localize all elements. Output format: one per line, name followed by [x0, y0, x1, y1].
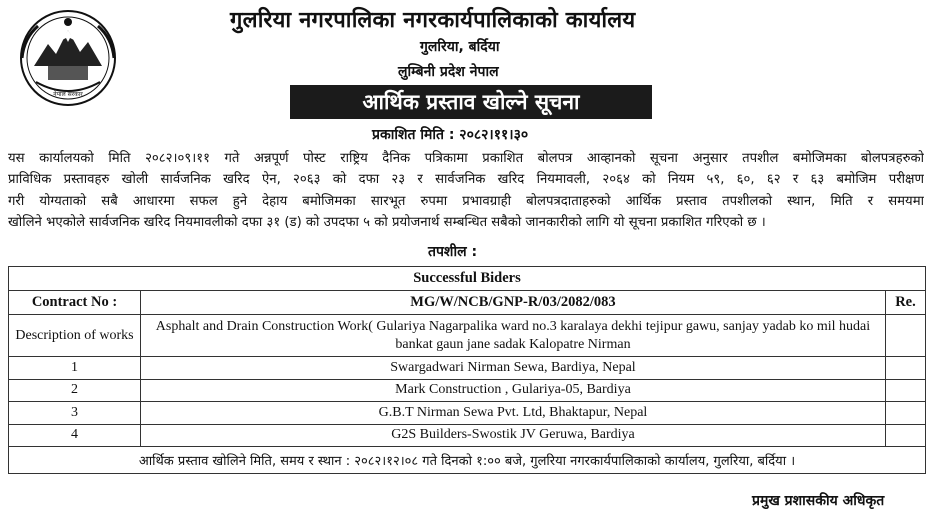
table-caption-row: [9, 267, 926, 291]
table-row: [9, 402, 926, 425]
bidder-name: Mark Construction , Gulariya-05, Bardiya: [141, 379, 886, 402]
table-row: [9, 357, 926, 380]
table-row: [9, 379, 926, 402]
body-line: गरी योग्यताको सबै आधारमा सफल हुने देहाय बमोजिमका सारभूत रुपमा प्रभावग्राही बोलपत्रदाताहरुको आर्थिक प्रस्ताव तपशीलको स्थान, मिति र समयमा: [8, 193, 924, 209]
bidder-number: 2: [9, 379, 141, 402]
description-label: Description of works: [9, 315, 141, 357]
remarks-cell: [885, 424, 925, 447]
body-line: खोलिने भएकोले सार्वजनिक खरिद नियमावलीको दफा ३१ (ड) को उपदफा ५ को प्रयोजनार्थ सम्बन्धित सबैको जानकारीको लागि यो सूचना प्रकाशित गरिएको छ ।: [8, 214, 766, 230]
bidder-name: G.B.T Nirman Sewa Pvt. Ltd, Bhaktapur, Nepal: [141, 402, 886, 425]
bidder-number: 1: [9, 357, 141, 380]
notice-body: [8, 148, 924, 233]
organization-province: लुम्बिनी प्रदेश नेपाल: [398, 64, 499, 80]
table-caption: Successful Biders: [9, 267, 926, 291]
successful-bidders-table: [8, 266, 926, 474]
contract-number: MG/W/NCB/GNP-R/03/2082/083: [141, 291, 886, 315]
municipality-emblem-icon: [14, 8, 122, 108]
body-line: प्राविधिक प्रस्तावहरु खोली सार्वजनिक खरिद ऐन, २०६३ को दफा २३ र सार्वजनिक खरिद नियमावली, २०६४ को नियम ५९, ६०, ६२ र ६३ बमोजिम परीक्षण: [8, 172, 924, 188]
details-subheading: तपशील :: [428, 244, 478, 260]
body-line: यस कार्यालयको मिति २०८२।०९।११ गते अन्नपूर्ण पोस्ट राष्ट्रिय दैनिक पत्रिकामा प्रकाशित बोलपत्र आव्हानको सूचना अनुसार तपशील बमोजिमका बोलपत्रहरुको: [8, 151, 924, 166]
signatory-title: प्रमुख प्रशासकीय अधिकृत: [752, 493, 885, 509]
remarks-cell: [885, 402, 925, 425]
remarks-label: Re.: [885, 291, 925, 315]
description-text: Asphalt and Drain Construction Work( Gulariya Nagarpalika ward no.3 karalaya dekhi tejipur gawu, sanjay yadab ko mil hudai bankat gaun jane sadak Kalopatre Nirman: [141, 315, 886, 357]
bidder-name: G2S Builders-Swostik JV Geruwa, Bardiya: [141, 424, 886, 447]
remarks-cell: [885, 315, 925, 357]
organization-location: गुलरिया, बर्दिया: [420, 39, 500, 55]
notice-header: [0, 0, 932, 143]
opening-info-row: [9, 447, 926, 474]
contract-row: [9, 291, 926, 315]
bidder-number: 3: [9, 402, 141, 425]
contract-label: Contract No :: [9, 291, 141, 315]
notice-title: आर्थिक प्रस्ताव खोल्ने सूचना: [290, 85, 652, 119]
published-date: प्रकाशित मिति : २०८२।११।३०: [372, 127, 529, 143]
opening-info: आर्थिक प्रस्ताव खोलिने मिति, समय र स्थान : २०८२।१२।०८ गते दिनको १:०० बजे, गुलरिया नगरकार्यपालिकाको कार्यालय, गुलरिया, बर्दिया ।: [9, 447, 926, 474]
remarks-cell: [885, 357, 925, 380]
bidder-name: Swargadwari Nirman Sewa, Bardiya, Nepal: [141, 357, 886, 380]
organization-name: गुलरिया नगरपालिका नगरकार्यपालिकाको कार्यालय: [230, 8, 636, 33]
remarks-cell: [885, 379, 925, 402]
description-row: [9, 315, 926, 357]
svg-text:नेपाल सरकार: नेपाल सरकार: [53, 91, 83, 98]
bidder-number: 4: [9, 424, 141, 447]
table-row: [9, 424, 926, 447]
